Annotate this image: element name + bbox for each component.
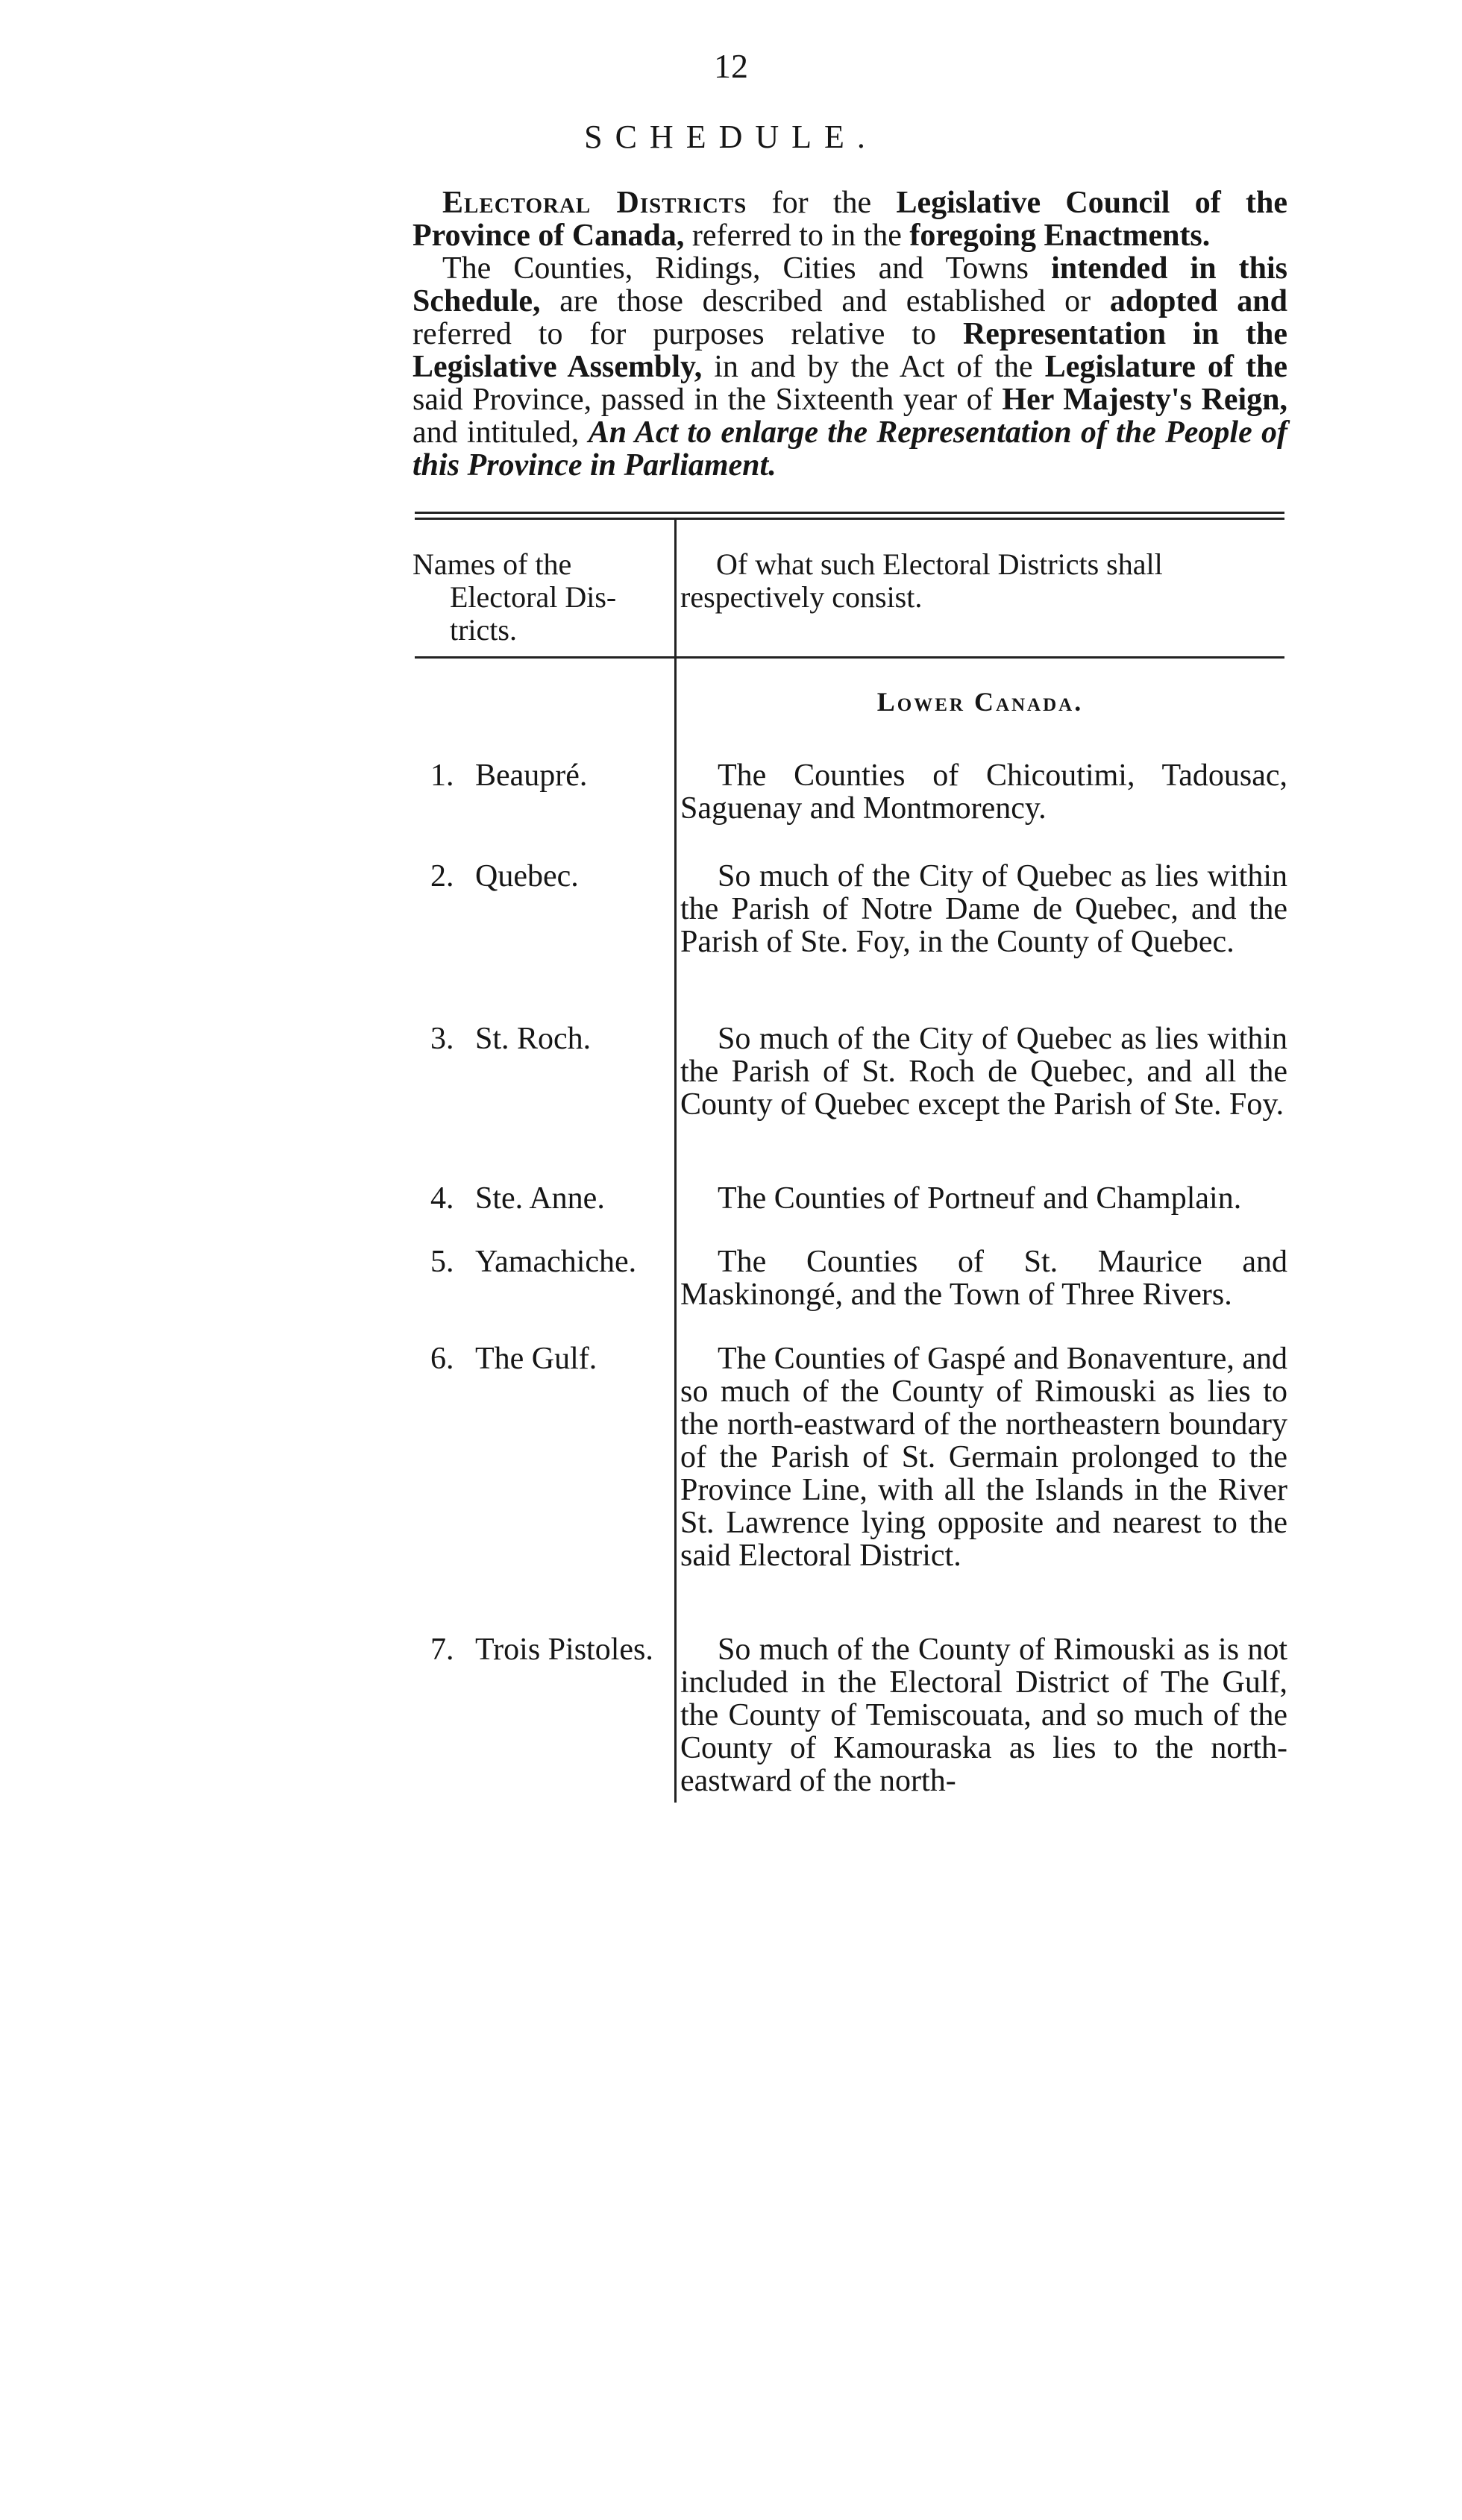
- column-header-consist: Of what such Electoral Districts shall respectively consist.: [680, 547, 1163, 614]
- intro-paragraph-2: [412, 252, 1287, 482]
- column-header-names: [412, 548, 651, 647]
- district-label: Ste. Anne.: [475, 1181, 605, 1216]
- district-description: The Counties of Portneuf and Champlain.: [718, 1181, 1242, 1216]
- table-top-rule-2: [415, 518, 1284, 520]
- schedule-heading: SCHEDULE.: [584, 119, 878, 155]
- district-label: Beaupré.: [475, 758, 588, 793]
- district-label: The Gulf.: [475, 1342, 597, 1376]
- district-label: Yamachiche.: [475, 1245, 637, 1279]
- column-header-names-line-2: Electoral Dis-: [450, 580, 617, 614]
- district-number: 3.: [430, 1022, 454, 1056]
- column-header-names-line-1: Names of the: [412, 547, 572, 581]
- section-heading-lower-canada: Lower Canada.: [876, 687, 1084, 717]
- district-description: The Counties of St. Maurice and Maskinongé, and the Town of Three Rivers.: [680, 1245, 1287, 1312]
- district-number: 7.: [430, 1633, 454, 1667]
- district-number: 2.: [430, 859, 454, 893]
- intro-tail-bold: foregoing Enactments.: [909, 219, 1211, 253]
- district-number: 4.: [430, 1181, 454, 1216]
- district-label: Trois Pistoles.: [475, 1633, 653, 1667]
- intro-p2-a: The Counties, Ridings, Cities and Towns: [442, 251, 1052, 286]
- district-number: 6.: [430, 1342, 454, 1376]
- intro-p2-b: intended in this Schedule,: [412, 251, 1287, 318]
- intro-lead-smallcaps: Electoral Districts: [442, 186, 747, 220]
- intro-p2-h: Legislature of the: [1044, 350, 1287, 384]
- intro-p2-g: in and by the Act of the: [702, 350, 1045, 384]
- district-name: [430, 1182, 605, 1215]
- intro-text: [412, 186, 1287, 482]
- act-title: An Act to enlarge the Representation of the People of this Province in Parliament.: [412, 415, 1287, 483]
- district-name: [430, 1633, 653, 1666]
- intro-p2-i: said Province, passed in the Sixteenth year of: [412, 383, 1003, 417]
- intro-p2-k: and intituled,: [412, 415, 589, 450]
- intro-p2-f: Representation in the Legislative Assembly,: [412, 317, 1287, 384]
- district-number: 1.: [430, 758, 454, 793]
- district-description: The Counties of Gaspé and Bonaventure, and so much of the County of Rimouski as lies to the north-eastward of the northeastern boundary of the Parish of St. Germain prolonged to the Province Line, with all the Islands in the River St. Lawrence lying opposite and nearest to the said Electoral District.: [680, 1342, 1287, 1573]
- intro-tail-plain: referred to in the: [684, 219, 910, 253]
- district-name: [430, 1022, 591, 1055]
- district-label: St. Roch.: [475, 1022, 592, 1056]
- header-bottom-rule: [415, 656, 1284, 659]
- district-description: The Counties of Chicoutimi, Tadousac, Saguenay and Montmorency.: [680, 758, 1287, 826]
- district-description: So much of the County of Rimouski as is not included in the Electoral District of The Gulf, the County of Temiscouata, and so much of the County of Kamouraska as lies to the north-eastward of the north-: [680, 1633, 1287, 1798]
- district-label: Quebec.: [475, 859, 579, 893]
- district-description: So much of the City of Quebec as lies within the Parish of Notre Dame de Quebec, and the Parish of Ste. Foy, in the County of Quebec.: [680, 859, 1287, 959]
- intro-p2-c: are those described and established or: [540, 284, 1110, 318]
- district-name: [430, 1342, 597, 1375]
- column-header-names-line-3: tricts.: [450, 613, 517, 647]
- district-description: So much of the City of Quebec as lies within the Parish of St. Roch de Quebec, and all the County of Quebec except the Parish of Ste. Foy.: [680, 1022, 1287, 1122]
- district-name: [430, 1245, 636, 1278]
- district-name: [430, 759, 587, 792]
- intro-p2-e: referred to for purposes relative to: [412, 317, 963, 351]
- intro-p2-d: adopted and: [1109, 284, 1287, 318]
- intro-lead-bold: Legislative Council of the Province of Canada,: [412, 186, 1287, 253]
- page-number: 12: [714, 47, 748, 85]
- table-top-rule-1: [415, 512, 1284, 514]
- intro-p2-j: Her Majesty's Reign,: [1002, 383, 1288, 417]
- intro-paragraph-1: [412, 186, 1287, 252]
- district-number: 5.: [430, 1245, 454, 1279]
- intro-lead-plain: for the: [747, 186, 897, 220]
- district-name: [430, 860, 579, 893]
